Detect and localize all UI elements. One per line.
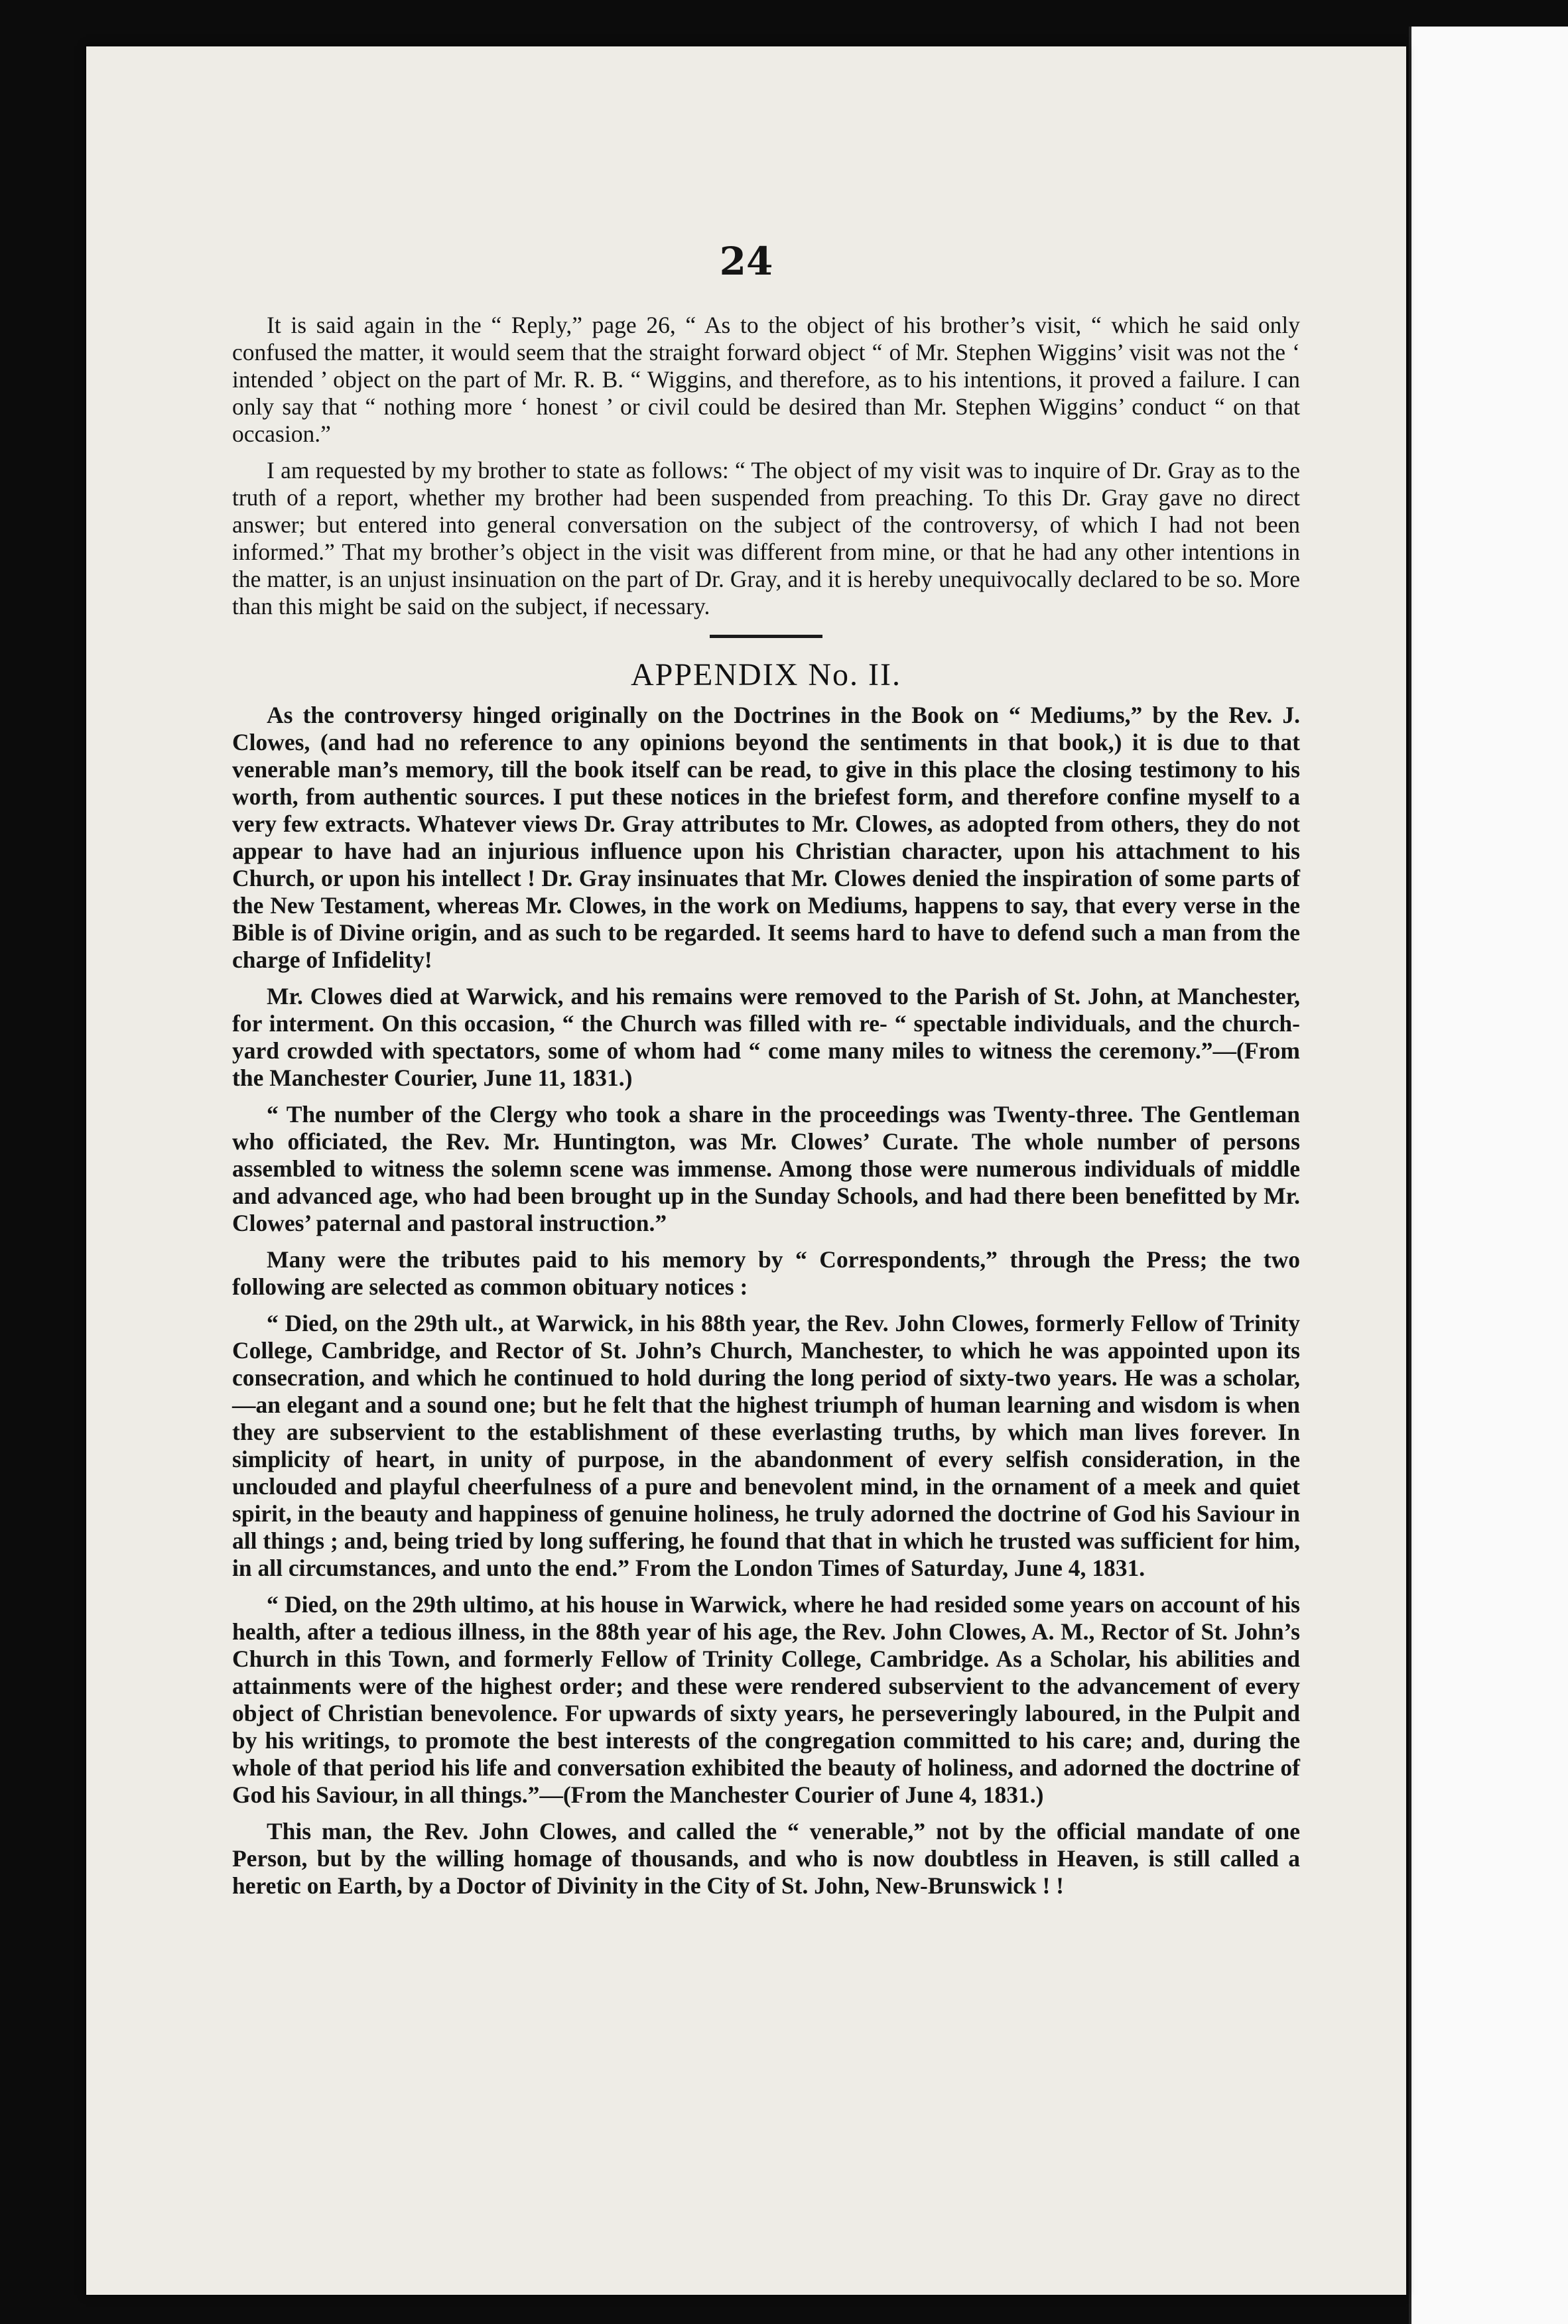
appendix-heading: APPENDIX No. II. <box>631 657 901 692</box>
paragraph: “ Died, on the 29th ult., at Warwick, in his 88th year, the Rev. John Clowes, formerly Fellow of Trinity College, Cambridge, and Rector of St. John’s Church, Manchester, to which he was appointed upon its consecration, and which he continued to hold during the long period of sixty-two years. He was a scholar,—an elegant and a sound one; but he felt that the highest triumph of human learning and wisdom is when they are subservient to the establishment of these everlasting truths, by which man lives forever. In simplicity of heart, in unity of purpose, in the abandonment of every selfish consideration, in the unclouded and playful cheerfulness of a pure and benevolent mind, in the ornament of a meek and quiet spirit, in the beauty and happiness of genuine holiness, he truly adorned the doctrine of God his Saviour in all things ; and, being tried by long suffering, he found that that in which he trusted was sufficient for him, in all circumstances, and unto the end.” From the London Times of Saturday, June 4, 1831. <box>232 1310 1300 1581</box>
paragraph: Many were the tributes paid to his memory by “ Correspondents,” through the Press; the two following are selected as common obituary notices : <box>232 1246 1300 1300</box>
section-divider <box>710 635 822 638</box>
paragraph: Mr. Clowes died at Warwick, and his remains were removed to the Parish of St. John, at Manchester, for interment. On this occasion, “ the Church was filled with re- “ spectable individuals, and the church-yard crowded with spectators, some of whom had “ come many miles to witness the ceremony.”—(From the Manchester Courier, June 11, 1831.) <box>232 983 1300 1091</box>
paragraph: As the controversy hinged originally on the Doctrines in the Book on “ Mediums,” by the Rev. J. Clowes, (and had no reference to any opinions beyond the sentiments in that book,) it is due to that venerable man’s memory, till the book itself can be read, to give in this place the closing testimony to his worth, from authentic sources. I put these notices in the briefest form, and therefore confine myself to a very few extracts. Whatever views Dr. Gray attributes to Mr. Clowes, as adopted from others, they do not appear to have had an injurious influence upon his Christian character, upon his attachment to his Church, or upon his intellect ! Dr. Gray insinuates that Mr. Clowes denied the inspiration of some parts of the New Testament, whereas Mr. Clowes, in the work on Mediums, happens to say, that every verse in the Bible is of Divine origin, and as such to be regarded. It seems hard to have to defend such a man from the charge of Infidelity! <box>232 702 1300 973</box>
paragraph: This man, the Rev. John Clowes, and called the “ venerable,” not by the official mandate of one Person, but by the willing homage of thousands, and who is now doubtless in Heaven, is still called a heretic on Earth, by a Doctor of Divinity in the City of St. John, New-Brunswick ! ! <box>232 1818 1300 1899</box>
page-text <box>232 312 1300 1909</box>
paragraph: “ The number of the Clergy who took a share in the proceedings was Twenty-three. The Gentleman who officiated, the Rev. Mr. Huntington, was Mr. Clowes’ Curate. The whole number of persons assembled to witness the solemn scene was immense. Among those were numerous individuals of middle and advanced age, who had been brought up in the Sunday Schools, and had there been benefitted by Mr. Clowes’ paternal and pastoral instruction.” <box>232 1101 1300 1236</box>
paragraph: It is said again in the “ Reply,” page 26, “ As to the object of his brother’s visit, “ which he said only confused the matter, it would seem that the straight forward object “ of Mr. Stephen Wiggins’ visit was not the ‘ intended ’ object on the part of Mr. R. B. “ Wiggins, and therefore, as to his intentions, it proved a failure. I can only say that “ nothing more ‘ honest ’ or civil could be desired than Mr. Stephen Wiggins’ conduct “ on that occasion.” <box>232 312 1300 447</box>
paragraph: I am requested by my brother to state as follows: “ The object of my visit was to inquire of Dr. Gray as to the truth of a report, whether my brother had been suspended from preaching. To this Dr. Gray gave no direct answer; but entered into general conversation on the subject of the controversy, of which I had not been informed.” That my brother’s object in the visit was different from mine, or that he had any other intentions in the matter, is an unjust insinuation on the part of Dr. Gray, and it is hereby unequivocally declared to be so. More than this might be said on the subject, if necessary. <box>232 457 1300 619</box>
adjacent-page-edge <box>1409 27 1568 2324</box>
paragraph: “ Died, on the 29th ultimo, at his house in Warwick, where he had resided some years on account of his health, after a tedious illness, in the 88th year of his age, the Rev. John Clowes, A. M., Rector of St. John’s Church in this Town, and formerly Fellow of Trinity College, Cambridge. As a Scholar, his abilities and attainments were of the highest order; and these were rendered subservient to the advancement of every object of Christian benevolence. For upwards of sixty years, he perseveringly laboured, in the Pulpit and by his writings, to promote the best interests of the congregation committed to his care; and, during the whole of that period his life and conversation exhibited the beauty of holiness, and adorned the doctrine of God his Saviour, in all things.”—(From the Manchester Courier of June 4, 1831.) <box>232 1591 1300 1808</box>
page-number: 24 <box>719 239 773 284</box>
